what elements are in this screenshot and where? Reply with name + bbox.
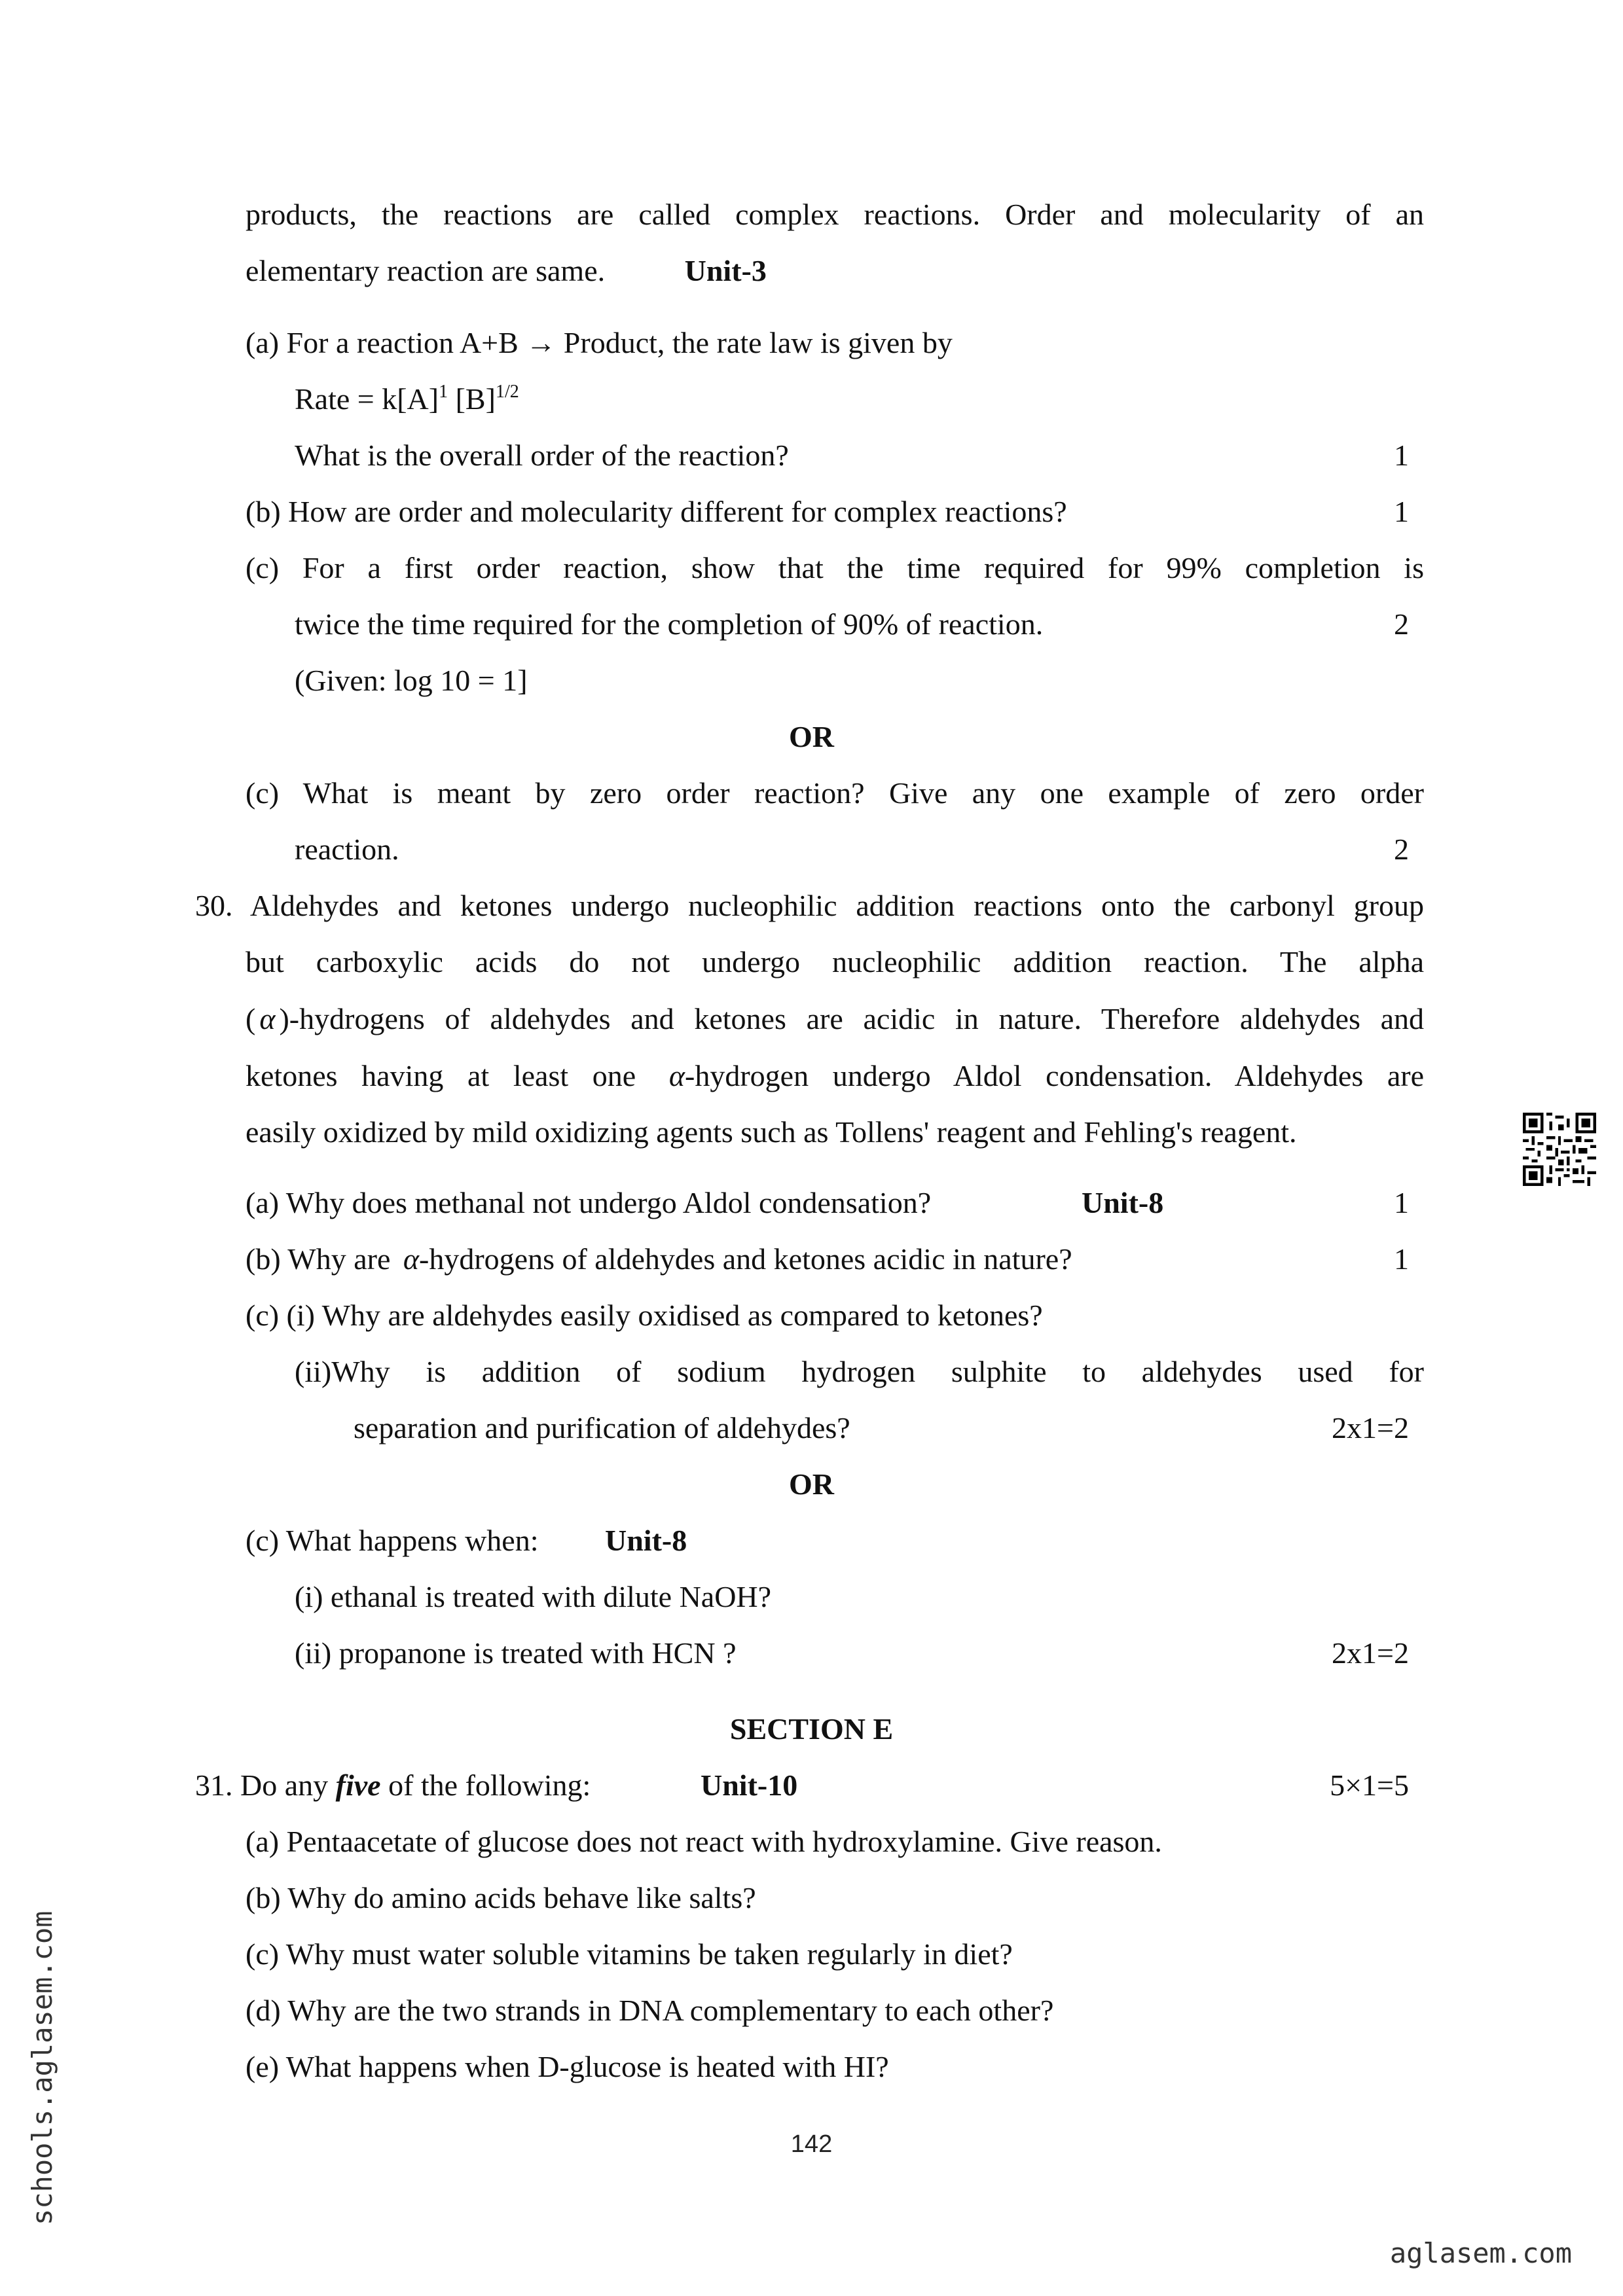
marks: 5×1=5	[1330, 1768, 1409, 1802]
unit-label: Unit-8	[605, 1524, 687, 1557]
rate-law-prefix: Rate = k[A]	[295, 382, 439, 416]
q31-item: (a) Pentaacetate of glucose does not react with hydroxylamine. Give reason.	[246, 1825, 1162, 1858]
q30-passage-line-4-a: ketones having at least one	[246, 1059, 636, 1092]
intro-line-2-text: elementary reaction are same.	[246, 254, 606, 287]
intro-line-1: products, the reactions are called complex reactions. Order and molecularity of an	[246, 198, 1424, 231]
or-separator: OR	[789, 1467, 834, 1501]
q30-c-ii-line-2: separation and purification of aldehydes?	[354, 1411, 850, 1444]
q29-c-alt-line-2: reaction.	[295, 833, 399, 866]
unit-label: Unit-10	[701, 1768, 798, 1802]
section-heading: SECTION E	[729, 1712, 894, 1746]
q30-passage-line-2: but carboxylic acids do not undergo nucleophilic addition reaction. The alpha	[246, 945, 1424, 978]
marks: 1	[1394, 1186, 1409, 1219]
alpha-symbol: α	[259, 1002, 276, 1035]
marks: 2	[1394, 833, 1409, 866]
q30-c-alt-i: (i) ethanal is treated with dilute NaOH?	[295, 1580, 772, 1613]
paren-open: (	[246, 1002, 256, 1035]
q30-c-ii-line-1: (ii)Why is addition of sodium hydrogen sulphite to aldehydes used for	[295, 1355, 1424, 1388]
q30-passage-line-1: 30. Aldehydes and ketones undergo nucleophilic addition reactions onto the carbonyl group	[195, 889, 1424, 922]
rate-law-exponent-b: 1/2	[495, 382, 519, 402]
q30-c-alt-text: (c) What happens when:	[246, 1524, 539, 1557]
unit-label: Unit-3	[684, 254, 767, 287]
q30-c-alt	[246, 1521, 687, 1560]
marks: 2	[1394, 607, 1409, 641]
q30-c-alt-ii: (ii) propanone is treated with HCN ?	[295, 1636, 737, 1670]
q30-b-text-a: (b) Why are	[246, 1242, 391, 1276]
q31-item: (d) Why are the two strands in DNA complementary to each other?	[246, 1994, 1054, 2027]
page-number: 142	[790, 2130, 833, 2158]
marks: 1	[1394, 495, 1409, 528]
rate-law	[295, 380, 519, 419]
q31-stem	[195, 1766, 591, 1805]
watermark-left: schools.aglasem.com	[26, 1910, 58, 2225]
q30-passage-line-5: easily oxidized by mild oxidizing agents such as Tollens' reagent and Fehling's reagent.	[246, 1115, 1297, 1149]
q29-c-line-3: (Given: log 10 = 1]	[295, 664, 528, 697]
q29-c-line-2: twice the time required for the completion of 90% of reaction.	[295, 607, 1044, 641]
rate-law-exponent-a: 1	[439, 382, 448, 402]
watermark-right: aglasem.com	[1389, 2237, 1572, 2269]
marks: 1	[1394, 439, 1409, 472]
rate-law-mid: [B]	[448, 382, 496, 416]
q29-a-line-3: What is the overall order of the reaction?	[295, 439, 789, 472]
qr-code-icon	[1523, 1113, 1596, 1186]
alpha-symbol: α	[668, 1059, 685, 1092]
marks: 2x1=2	[1332, 1636, 1409, 1670]
or-separator: OR	[789, 720, 834, 753]
q31-prefix: 31. Do any	[195, 1768, 329, 1802]
q30-c-i: (c) (i) Why are aldehydes easily oxidised as compared to ketones?	[246, 1299, 1043, 1332]
q29-c-alt-line-1: (c) What is meant by zero order reaction? Give any one example of zero order	[246, 776, 1424, 810]
q31-item: (c) Why must water soluble vitamins be taken regularly in diet?	[246, 1937, 1013, 1971]
q29-a-line-1: (a) For a reaction A+B → Product, the rate law is given by	[246, 326, 953, 359]
q30-passage-line-4-b: -hydrogen undergo Aldol condensation. Aldehydes are	[685, 1059, 1425, 1092]
q30-passage-line-3	[246, 999, 1424, 1039]
q29-c-line-1: (c) For a first order reaction, show that the time required for 99% completion is	[246, 551, 1424, 584]
marks: 1	[1394, 1242, 1409, 1276]
q30-passage-line-4	[246, 1056, 1424, 1096]
alpha-symbol: α	[403, 1242, 420, 1276]
q31-item: (b) Why do amino acids behave like salts?	[246, 1881, 756, 1914]
q30-passage-line-3-text: )-hydrogens of aldehydes and ketones are acidic in nature. Therefore aldehydes and	[279, 1002, 1424, 1035]
q31-suffix: of the following:	[388, 1768, 591, 1802]
q31-item: (e) What happens when D-glucose is heated with HI?	[246, 2050, 889, 2083]
unit-label: Unit-8	[1082, 1186, 1164, 1219]
intro-line-2	[246, 251, 767, 291]
q31-five: five	[335, 1768, 381, 1802]
q30-b-text-b: -hydrogens of aldehydes and ketones acidic in nature?	[419, 1242, 1072, 1276]
q29-b: (b) How are order and molecularity different for complex reactions?	[246, 495, 1067, 528]
q30-b	[246, 1240, 1072, 1279]
q30-a: (a) Why does methanal not undergo Aldol condensation?	[246, 1186, 932, 1219]
marks: 2x1=2	[1332, 1411, 1409, 1444]
